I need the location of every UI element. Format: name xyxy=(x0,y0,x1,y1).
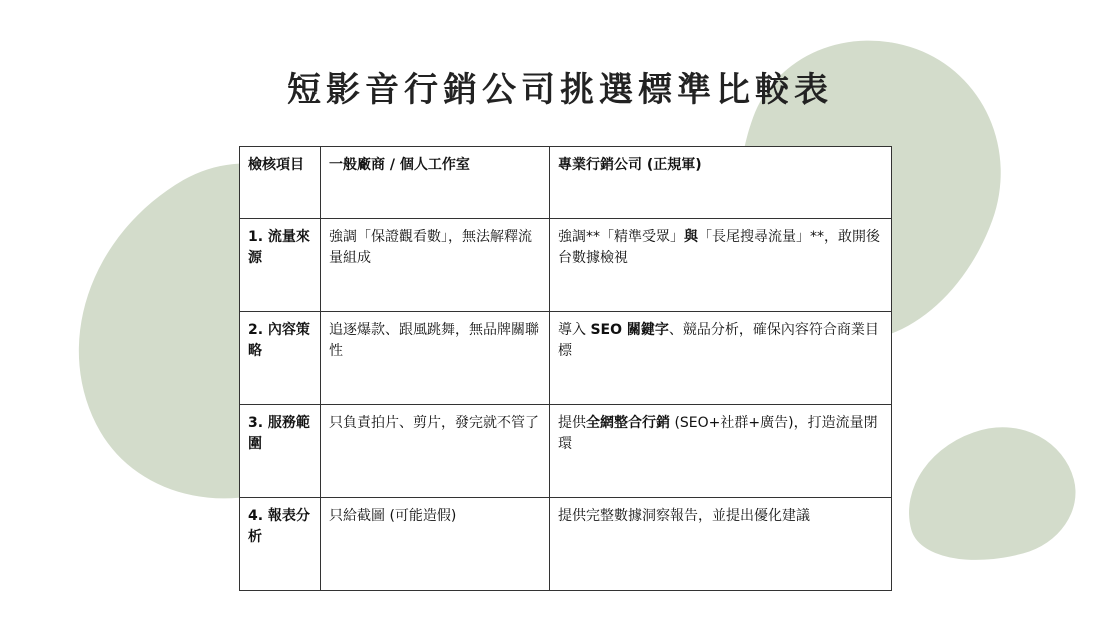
text-segment: 、競品分析，確保內容符合商業目標 xyxy=(558,322,879,359)
row-pro xyxy=(550,498,892,591)
text-segment-bold: 全網整合行銷 xyxy=(586,415,670,431)
header-item: 檢核項目 xyxy=(240,147,321,219)
row-general: 只負責拍片、剪片，發完就不管了 xyxy=(321,405,550,498)
text-segment: 提供完整數據洞察報告，並提出優化建議 xyxy=(558,508,810,524)
text-segment: 導入 xyxy=(558,322,591,338)
table-row xyxy=(240,219,892,312)
row-general: 只給截圖 (可能造假) xyxy=(321,498,550,591)
table-row xyxy=(240,312,892,405)
header-pro: 專業行銷公司 (正規軍) xyxy=(550,147,892,219)
text-segment-bold: SEO 關鍵字 xyxy=(590,322,669,338)
text-segment: 「長尾搜尋流量」**，敢開後台數據檢視 xyxy=(558,229,880,266)
text-segment: 提供 xyxy=(558,415,586,431)
text-segment: 強調**「精準受眾」 xyxy=(558,229,684,245)
table-header-row xyxy=(240,147,892,219)
row-general: 強調「保證觀看數」，無法解釋流量組成 xyxy=(321,219,550,312)
row-item: 1. 流量來源 xyxy=(240,219,321,312)
row-pro xyxy=(550,405,892,498)
table-row xyxy=(240,498,892,591)
row-pro xyxy=(550,312,892,405)
page-title: 短影音行銷公司挑選標準比較表 xyxy=(287,70,833,110)
decorative-blob-small xyxy=(891,410,1089,580)
row-pro xyxy=(550,219,892,312)
text-segment-bold: 與 xyxy=(684,229,698,245)
row-item: 2. 內容策略 xyxy=(240,312,321,405)
text-segment: (SEO+社群+廣告)，打造流量閉環 xyxy=(558,415,878,452)
comparison-table xyxy=(239,146,892,591)
header-general: 一般廠商 / 個人工作室 xyxy=(321,147,550,219)
row-item: 3. 服務範圍 xyxy=(240,405,321,498)
table-row xyxy=(240,405,892,498)
row-general: 追逐爆款、跟風跳舞，無品牌關聯性 xyxy=(321,312,550,405)
row-item: 4. 報表分析 xyxy=(240,498,321,591)
